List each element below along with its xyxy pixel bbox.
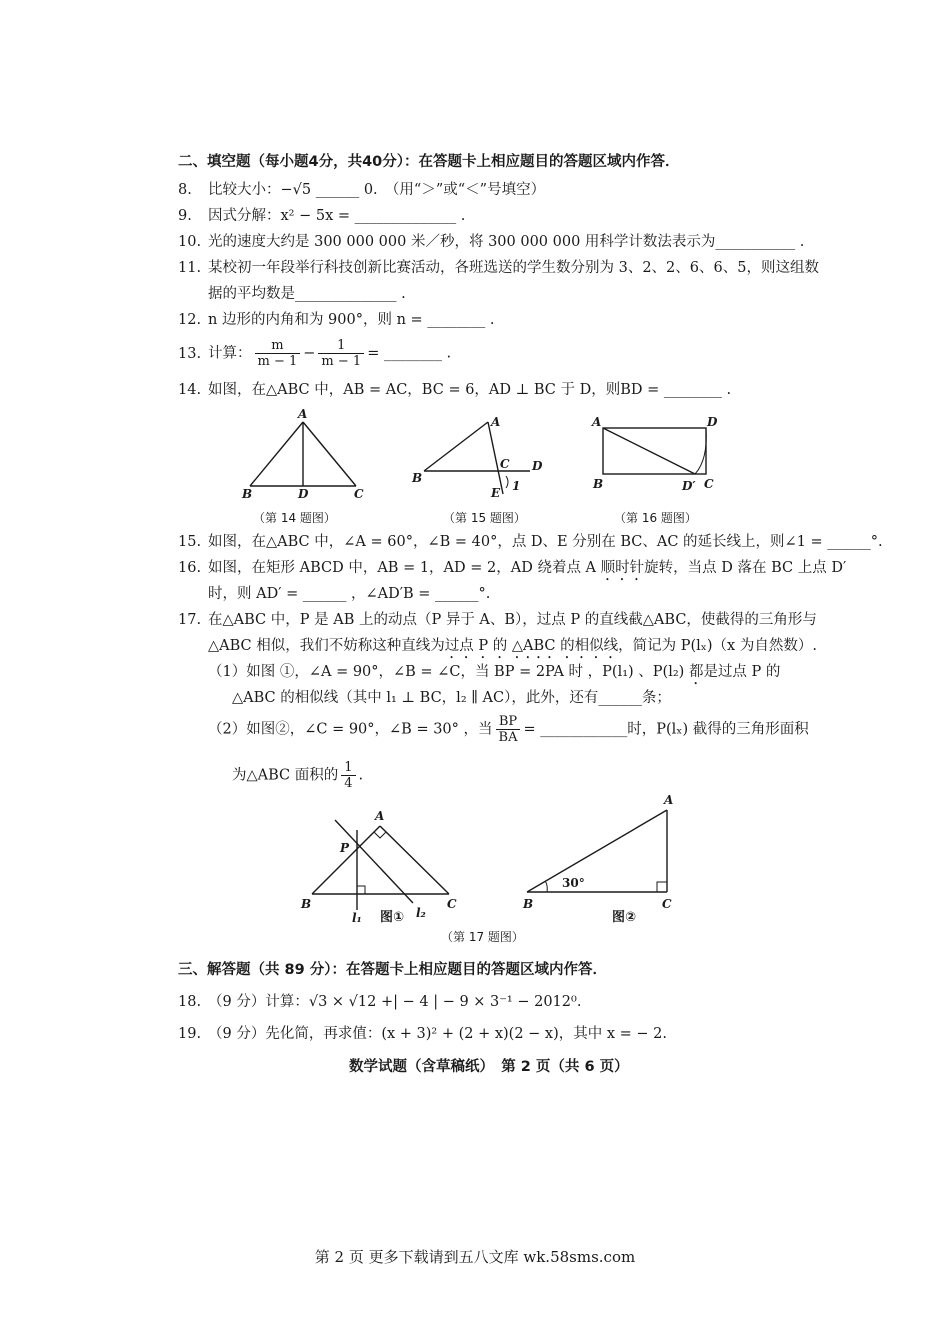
minus-sign: − [303, 345, 316, 362]
question-number: 19. [178, 1026, 202, 1042]
figure-14 [241, 407, 364, 501]
label-D-prime: D′ [682, 479, 696, 493]
question-17-sub1 [208, 662, 780, 688]
text-segment: . [358, 767, 364, 784]
question-text: 光的速度大约是 300 000 000 米／秒，将 300 000 000 用科学计数法表示为___________ . [208, 234, 805, 250]
question-number: 12. [178, 312, 202, 328]
question-12 [178, 310, 495, 330]
question-11-line2: 据的平均数是______________ . [208, 286, 406, 302]
label-D: D [532, 459, 543, 473]
question-text-line1: 在△ABC 中，P 是 AB 上的动点（P 异于 A、B），过点 P 的直线截△ABC，使截得的三角形与 [208, 612, 817, 628]
label-B: B [593, 477, 604, 491]
text-segment: 为△ABC 面积的 [232, 767, 339, 784]
caption-figure-14: （第 14 题图） [253, 511, 336, 525]
question-text-part1: 如图，在矩形 ABCD 中，AB = 1，AD = 2，AD 绕着点 A [208, 560, 601, 576]
text-segment: = ____________时，P(lₓ) 截得的三角形面积 [523, 721, 809, 738]
question-text: 如图，在△ABC 中，AB = AC，BC = 6，AD ⊥ BC 于 D，则BD = ________ . [208, 382, 732, 398]
label-C: C [704, 477, 714, 491]
figures-17 [0, 790, 950, 930]
figure-2-name: 图② [612, 910, 637, 925]
fraction-bp-over-ba [496, 714, 521, 745]
section2-header: 二、填空题（每小题4分，共40分）：在答题卡上相应题目的答题区域内作答． [178, 154, 680, 170]
label-B: B [301, 897, 312, 911]
label-D: D [707, 415, 718, 429]
label-angle-1: 1 [512, 479, 521, 493]
question-number: 18. [178, 994, 202, 1010]
denominator: 4 [344, 776, 353, 791]
question-text: 因式分解：x² − 5x = ______________ . [208, 208, 466, 224]
question-9 [178, 206, 465, 226]
figure-16 [591, 415, 718, 493]
text-segment: △ABC 相似，我们不妨称这种直线为 [208, 638, 445, 654]
question-17-line2 [208, 636, 817, 662]
text-segment: （2）如图②，∠C = 90°，∠B = 30° ，当 [208, 721, 493, 738]
emphasized-definition: 过点 P 的 △ABC 的相似线 [444, 638, 619, 654]
label-P: P [340, 841, 350, 855]
calc-prefix: 计算： [208, 345, 252, 362]
question-8 [178, 180, 545, 200]
label-A: A [298, 407, 308, 421]
figure-15 [411, 415, 543, 500]
question-17 [178, 610, 817, 630]
calc-suffix: = ________ . [367, 345, 452, 362]
question-13 [178, 338, 451, 369]
question-number: 10. [178, 234, 202, 250]
question-text: 如图，在△ABC 中，∠A = 60°，∠B = 40°，点 D、E 分别在 BC、AC 的延长线上，则∠1 = ______°. [208, 534, 883, 550]
label-l2: l₂ [416, 906, 426, 920]
question-number: 14. [178, 382, 202, 398]
numerator: 1 [318, 338, 364, 354]
text-segment: （1）如图 ①，∠A = 90°，∠B = ∠C，当 BP = 2PA 时 ，P(l₁) 、P(l₂) [208, 664, 689, 680]
label-A: A [491, 415, 501, 429]
caption-figure-16: （第 16 题图） [614, 511, 697, 525]
denominator: m − 1 [257, 354, 298, 369]
numerator: 1 [341, 760, 355, 776]
label-C: C [447, 897, 457, 911]
question-17-sub2 [208, 714, 809, 745]
question-number: 9. [178, 208, 192, 224]
emphasized-all: 都 [688, 664, 704, 680]
label-B: B [412, 471, 423, 485]
label-B: B [523, 897, 534, 911]
emphasized-clockwise: 顺时针 [600, 560, 645, 576]
label-A: A [664, 793, 674, 807]
denominator: m − 1 [321, 354, 362, 369]
site-footer: 第 2 页 更多下载请到五八文库 wk.58sms.com [314, 1248, 636, 1266]
figure-17-2 [522, 793, 673, 925]
question-text: n 边形的内角和为 900°，则 n = ________ . [208, 312, 495, 328]
label-C: C [354, 487, 364, 501]
denominator: BA [498, 730, 518, 745]
question-19 [178, 1024, 667, 1044]
label-C: C [500, 457, 510, 471]
question-number: 16. [178, 560, 202, 576]
question-text: （9 分）计算：√3 × √12 +| − 4 | − 9 × 3⁻¹ − 2012⁰. [208, 994, 582, 1010]
question-17-sub1-line2: △ABC 的相似线（其中 l₁ ⊥ BC，l₂ ∥ AC），此外，还有______条； [232, 690, 671, 706]
question-11 [178, 258, 819, 278]
text-segment: 是过点 P 的 [703, 664, 781, 680]
question-14 [178, 380, 731, 400]
question-text: 比较大小：−√5 ______ 0. （用“＞”或“＜”号填空） [208, 182, 546, 198]
label-l1: l₁ [352, 911, 362, 925]
fraction-1-over-m-minus-1 [318, 338, 364, 369]
label-B: B [242, 487, 253, 501]
question-number: 11. [178, 260, 202, 276]
text-segment: ，简记为 P(lₓ)（x 为自然数）. [618, 638, 817, 654]
question-number: 13. [178, 345, 202, 362]
question-text-line1: 某校初一年段举行科技创新比赛活动，各班选送的学生数分别为 3、2、2、6、6、5，则这组数 [208, 260, 819, 276]
figure-1-name: 图① [380, 910, 405, 925]
fraction-one-quarter [341, 760, 355, 791]
label-A: A [375, 809, 385, 823]
question-16 [178, 558, 846, 584]
label-D: D [298, 487, 309, 501]
fraction-m-over-m-minus-1 [255, 338, 301, 369]
label-C: C [662, 897, 672, 911]
section3-header: 三、解答题（共 89 分）：在答题卡上相应题目的答题区域内作答． [178, 962, 608, 978]
question-text: （9 分）先化简，再求值：(x + 3)² + (2 + x)(2 − x)，其中 x = − 2. [208, 1026, 668, 1042]
label-A: A [592, 415, 602, 429]
question-10 [178, 232, 804, 252]
label-E: E [491, 486, 501, 500]
label-angle-30: 30° [562, 876, 585, 890]
question-number: 15. [178, 534, 202, 550]
question-18 [178, 992, 581, 1012]
question-number: 17. [178, 612, 202, 628]
caption-figure-17: （第 17 题图） [441, 930, 524, 944]
page-footer: 数学试题（含草稿纸） 第 2 页（共 6 页） [349, 1059, 629, 1075]
question-16-line2: 时，则 AD′ = ______ ，∠AD′B = ______°. [208, 586, 491, 602]
question-17-sub2-line2 [232, 760, 363, 791]
numerator: m [255, 338, 301, 354]
figure-17-1 [300, 809, 457, 925]
question-text-part2: 旋转，当点 D 落在 BC 上点 D′ [644, 560, 847, 576]
question-15 [178, 532, 883, 552]
question-number: 8. [178, 182, 192, 198]
numerator: BP [496, 714, 521, 730]
caption-figure-15: （第 15 题图） [443, 511, 526, 525]
